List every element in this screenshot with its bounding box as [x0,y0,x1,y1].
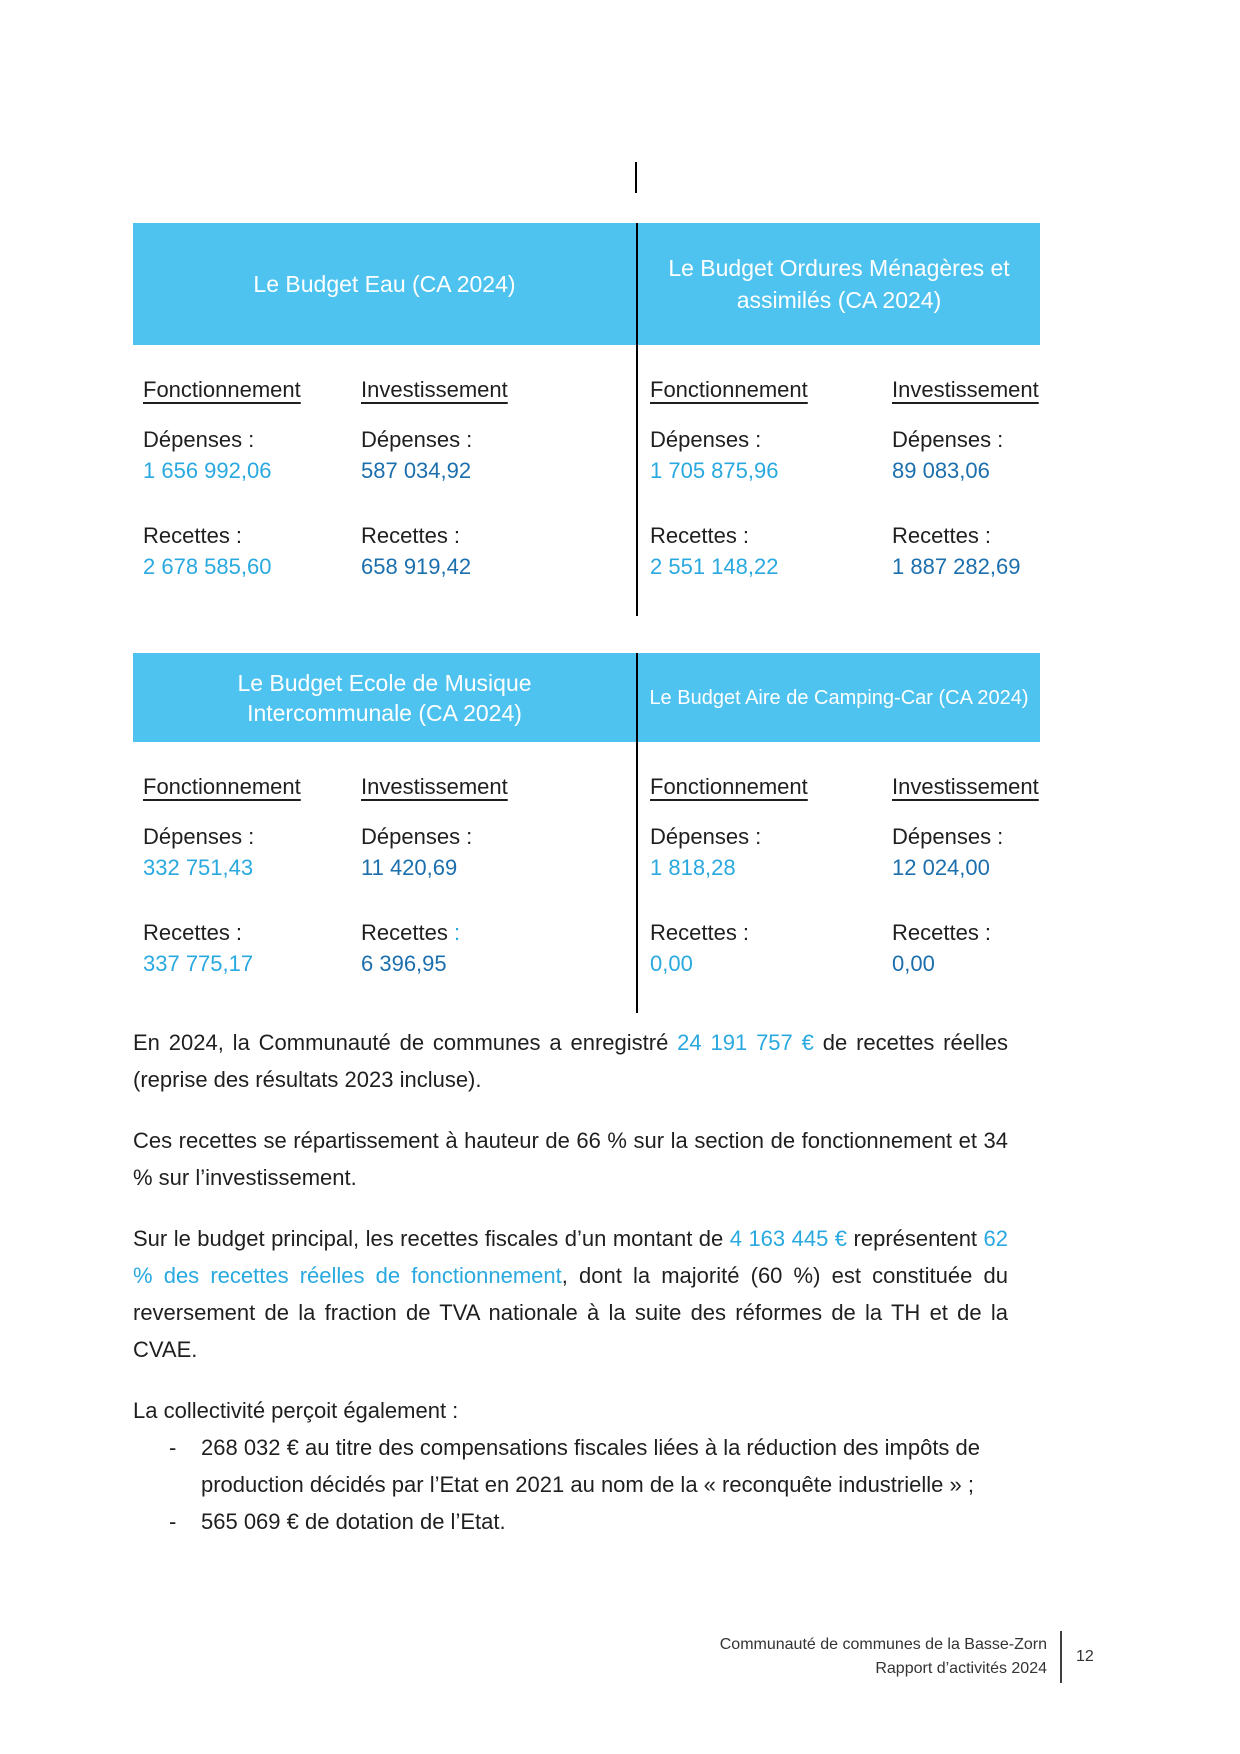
recettes-label [650,917,892,948]
budget-section-column [650,375,892,582]
compensations-list [133,1429,1008,1540]
footer-org-name: Communauté de communes de la Basse-Zorn [719,1636,1047,1653]
budget-half-eau [133,345,636,616]
text-run: représentent [847,1226,984,1251]
depenses-value: 11 420,69 [361,855,458,880]
depenses-value: 332 751,43 [143,855,254,880]
recettes-label [892,520,1040,551]
depenses-value: 89 083,06 [892,458,990,483]
recettes-entry [361,917,636,979]
budget-section-column [892,772,1040,979]
budget-table-musique-camping [133,653,1040,976]
recettes-value: 2 551 148,22 [650,554,779,579]
section-header: Investissement [892,377,1039,402]
depenses-entry [892,424,1040,486]
depenses-entry [361,821,636,883]
budget-title-ecole-musique: Le Budget Ecole de Musique Intercommunale (CA 2024) [133,653,636,742]
recettes-label [361,917,636,948]
depenses-label: Dépenses : [143,427,255,452]
budget-section-column [143,375,361,582]
budget-section-column [650,772,892,979]
depenses-entry [143,424,361,486]
depenses-value: 587 034,92 [361,458,472,483]
budget-section-column [361,375,636,582]
budget-table-header [133,653,1040,742]
depenses-entry [650,821,892,883]
recettes-label-colon: : [447,920,461,945]
footer-text [720,1633,1047,1681]
depenses-entry [892,821,1040,883]
depenses-value: 1 705 875,96 [650,458,779,483]
depenses-value: 12 024,00 [892,855,990,880]
list-item: - 565 069 € de dotation de l’Etat. [133,1503,1008,1540]
section-header: Fonctionnement [143,774,301,799]
page-footer [720,1631,1098,1683]
recettes-value: 337 775,17 [143,951,254,976]
section-header: Fonctionnement [650,377,808,402]
depenses-label: Dépenses : [143,824,255,849]
recettes-entry [650,520,892,582]
section-header: Investissement [361,774,508,799]
recettes-label-text: Recettes : [650,920,750,945]
recettes-label [892,917,1040,948]
depenses-entry [361,424,636,486]
budget-half-ordures [636,345,1040,616]
depenses-entry [143,821,361,883]
paragraph-collectivite-percoit [133,1392,1008,1429]
amount-recettes-fiscales: 4 163 445 € [729,1226,848,1251]
depenses-label: Dépenses : [650,824,762,849]
budget-table-body [133,742,1040,976]
budget-section-column [143,772,361,979]
depenses-value: 1 818,28 [650,855,736,880]
budget-title-eau: Le Budget Eau (CA 2024) [133,223,636,345]
recettes-entry [650,917,892,979]
recettes-value: 6 396,95 [361,951,447,976]
recettes-label-text: Recettes : [143,920,243,945]
recettes-entry [892,917,1040,979]
footer-divider [1060,1631,1062,1683]
budget-section-column [892,375,1040,582]
text-run: La collectivité perçoit également : [133,1398,459,1423]
recettes-value: 1 887 282,69 [892,554,1021,579]
paragraph-repartition [133,1122,1008,1196]
recettes-entry [892,520,1040,582]
budget-title-ordures: Le Budget Ordures Ménagères et assimilés (CA 2024) [636,223,1040,345]
recettes-value: 2 678 585,60 [143,554,272,579]
recettes-label [650,520,892,551]
section-header: Fonctionnement [650,774,808,799]
text-run: de recettes réelles (reprise des résultats 2023 incluse). [133,1030,1008,1092]
page-number: 12 [1076,1648,1094,1665]
depenses-label: Dépenses : [650,427,762,452]
recettes-entry [143,917,361,979]
text-run: En 2024, la Communauté de communes a enregistré [133,1030,678,1055]
highlight-62-pourcent: 62 % des recettes réelles de fonctionnement [133,1226,1009,1288]
budget-half-camping-car [636,742,1040,1013]
recettes-value: 658 919,42 [361,554,472,579]
budget-table-header [133,223,1040,345]
depenses-entry [650,424,892,486]
recettes-entry [143,520,361,582]
recettes-label [361,520,636,551]
text-run: Ces recettes se répartissement à hauteur de 66 % sur la section de fonctionnement et 34 % sur l’investissement. [133,1128,1008,1190]
depenses-label: Dépenses : [892,824,1004,849]
paragraph-budget-principal [133,1220,1008,1368]
list-item: - 268 032 € au titre des compensations fiscales liées à la réduction des impôts de production décidés par l’Etat en 2021 au nom de la « reconquête industrielle » ; [133,1429,1008,1503]
table-divider-stub [635,162,637,193]
section-header: Investissement [361,377,508,402]
amount-recettes-reelles: 24 191 757 € [677,1030,814,1055]
section-header: Investissement [892,774,1039,799]
text-run: , dont la majorité (60 %) est constituée du reversement de la fraction de TVA nationale à la suite des réformes de la TH et de la CVAE. [133,1263,1008,1362]
recettes-value: 0,00 [892,951,935,976]
depenses-label: Dépenses : [361,824,473,849]
recettes-label-text: Recettes : [892,523,992,548]
recettes-label-text: Recettes : [143,523,243,548]
recettes-label [143,917,361,948]
recettes-label-text: Recettes : [892,920,992,945]
budget-section-column [361,772,636,979]
footer-report-title: Rapport d’activités 2024 [875,1660,1047,1677]
recettes-label-text: Recettes : [650,523,750,548]
recettes-label-text: Recettes : [361,523,461,548]
budget-table-eau-ordures [133,223,1040,592]
recettes-label [143,520,361,551]
recettes-entry [361,520,636,582]
body-text [133,1024,1008,1540]
depenses-label: Dépenses : [892,427,1004,452]
depenses-value: 1 656 992,06 [143,458,272,483]
budget-title-camping-car: Le Budget Aire de Camping-Car (CA 2024) [636,653,1040,742]
depenses-label: Dépenses : [361,427,473,452]
budget-half-ecole-musique [133,742,636,1013]
section-header: Fonctionnement [143,377,301,402]
paragraph-recettes-2024 [133,1024,1008,1098]
budget-table-body [133,345,1040,592]
recettes-label-text: Recettes [361,920,448,945]
recettes-value: 0,00 [650,951,693,976]
text-run: Sur le budget principal, les recettes fiscales d’un montant de [133,1226,730,1251]
